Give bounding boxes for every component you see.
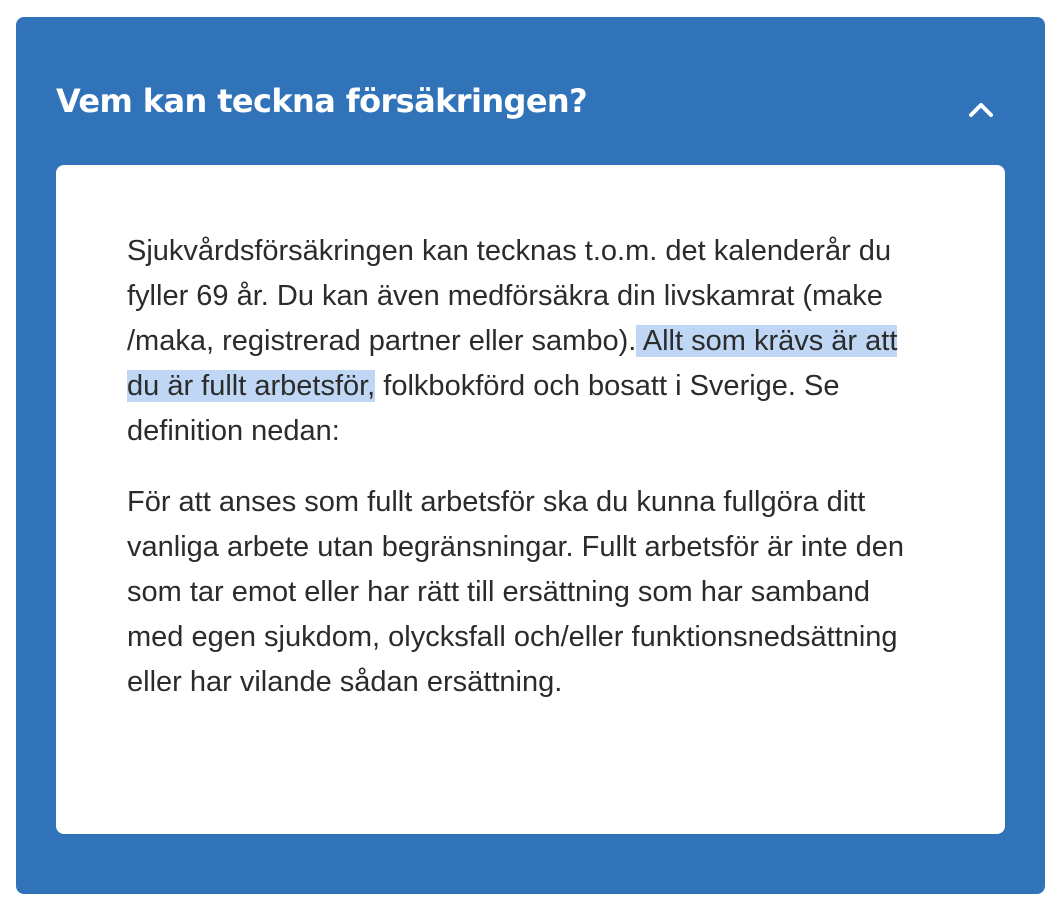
selected-text: Allt som krävs är att du är fullt arbetsför, xyxy=(127,325,898,402)
accordion-panel xyxy=(56,165,1005,834)
accordion-title: Vem kan teckna försäkringen? xyxy=(56,82,588,120)
paragraph-eligibility xyxy=(127,229,927,454)
chevron-up-icon[interactable] xyxy=(964,93,998,127)
faq-accordion xyxy=(16,17,1045,894)
accordion-header[interactable] xyxy=(16,17,1045,165)
paragraph-eligibility-text-end: folkbokförd och bosatt i Sverige. Se definition nedan: xyxy=(127,370,840,447)
paragraph-definition: För att anses som fullt arbetsför ska du kunna fullgöra ditt vanliga arbete utan begränsningar. Fullt arbetsför är inte den som tar emot eller har rätt till ersättning som har samband med egen sjukdom, olycksfall och/eller funktionsnedsättning eller har vilande sådan ersättning. xyxy=(127,486,905,698)
paragraph-eligibility-text: Sjukvårdsförsäkringen kan tecknas t.o.m. det kalenderår du fyller 69 år. Du kan även medförsäkra din livskamrat (make /maka, registrerad partner eller sambo). xyxy=(127,235,892,357)
